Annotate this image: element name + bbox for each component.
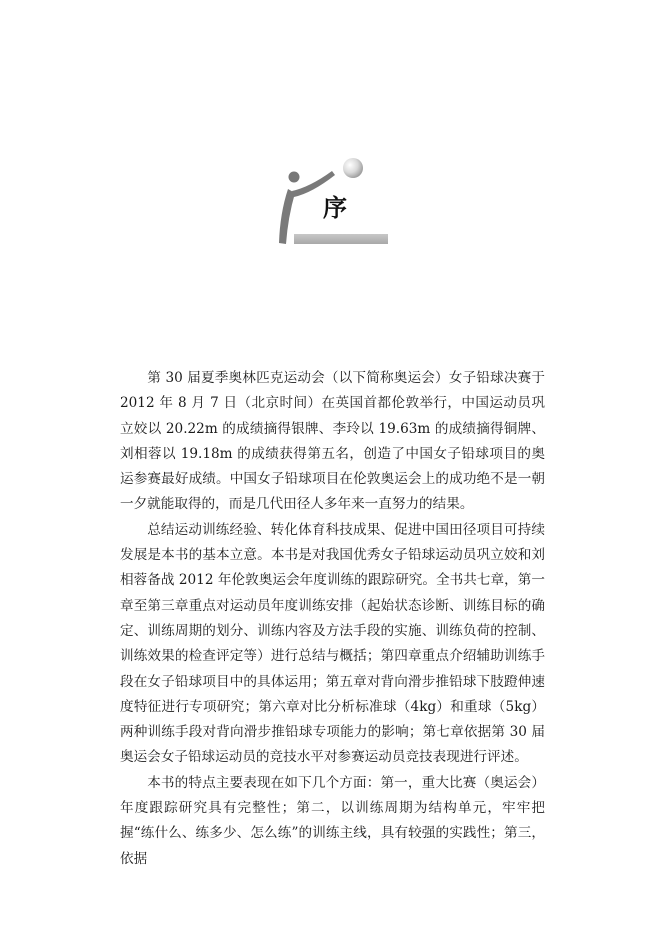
chapter-heading bbox=[272, 155, 392, 250]
paragraph: 第 30 届夏季奥林匹克运动会（以下简称奥运会）女子铅球决赛于 2012 年 8 月 7 日（北京时间）在英国首都伦敦举行，中国运动员巩立姣以 20.22m 的成绩摘得银牌、李玲以 19.63m 的成绩摘得铜牌、刘相蓉以 19.18m 的成绩获得第五名，创造了中国女子铅球项目的奥运参赛最好成绩。中国女子铅球项目在伦敦奥运会上的成功绝不是一朝一夕就能取得的，而是几代田径人多年来一直努力的结果。 bbox=[120, 370, 545, 513]
chapter-title: 序 bbox=[323, 193, 347, 222]
paragraph: 本书的特点主要表现在如下几个方面：第一，重大比赛（奥运会）年度跟踪研究具有完整性；第二，以训练周期为结构单元，牢牢把握“练什么、练多少、怎么练”的训练主线，具有较强的实践性；第三，依据 bbox=[120, 774, 545, 867]
preface-body bbox=[120, 366, 545, 872]
paragraph: 总结运动训练经验、转化体育科技成果、促进中国田径项目可持续发展是本书的基本立意。本书是对我国优秀女子铅球运动员巩立姣和刘相蓉备战 2012 年伦敦奥运会年度训练的跟踪研究。全书共七章，第一章至第三章重点对运动员年度训练安排（起始状态诊断、训练目标的确定、训练周期的划分、训练内容及方法手段的实施、训练负荷的控制、训练效果的检查评定等）进行总结与概括；第四章重点介绍辅助训练手段在女子铅球项目中的具体运用；第五章对背向滑步推铅球下肢蹬伸速度特征进行专项研究；第六章对比分析标准球（4kg）和重球（5kg）两种训练手段对背向滑步推铅球专项能力的影响；第七章依据第 30 届奥运会女子铅球运动员的竞技水平对参赛运动员竞技表现进行评述。 bbox=[120, 521, 545, 766]
